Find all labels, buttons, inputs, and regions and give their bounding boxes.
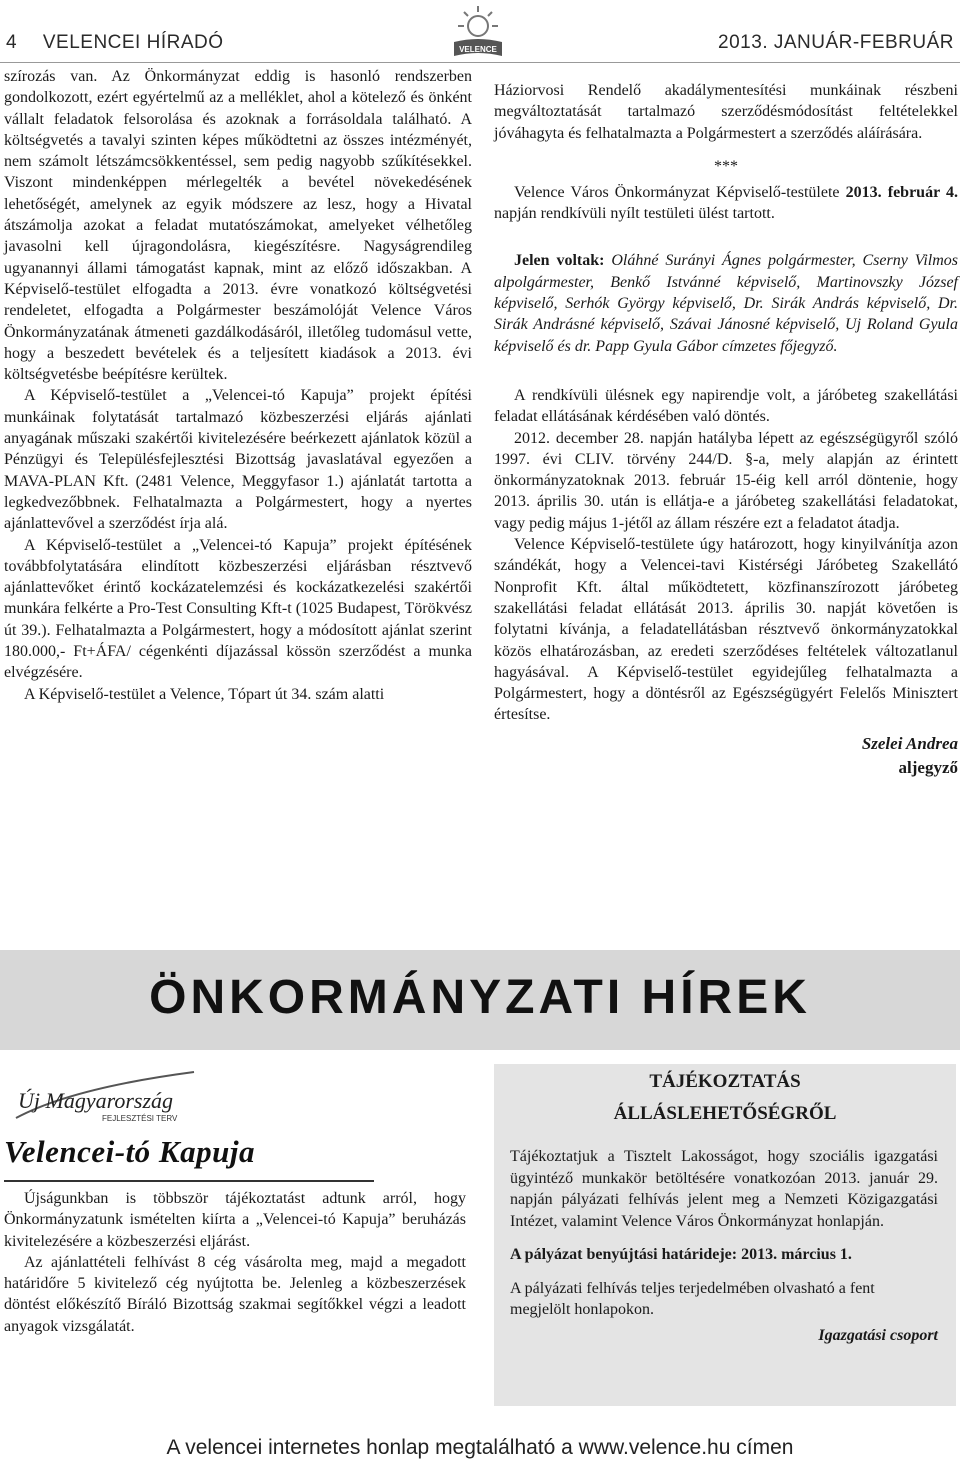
right-column (494, 80, 958, 780)
session-text: napján rendkívüli nyílt testületi ülést tartott. (494, 205, 775, 223)
page-header-left (6, 32, 224, 54)
logo-text: VELENCE (459, 45, 497, 54)
publication-name: VELENCEI HÍRADÓ (42, 32, 224, 53)
article-paragraph: szírozás van. Az Önkormányzat eddig is hasonló rendszerben gondolkozott, ezért egyértelmű az a melléklet, ahol a kötelező és önként vállalt feladatok felsorolása és azoknak a forrásoldala található. A költségvetés a tavalyi szinten képes működtetni az összes intézményét, nem számolt létszámcsökkentéssel, sem pedig nagyobb szűkítésekkel. Viszont mindenképpen mérlegelték a bevétel növekedésének lehetőségét, amelynek az egyik módszere az lesz, hogy a Hivatal átszámolja azokat a feladat mutatószámokat, amelyeket vélhetőleg javasolni kell újragondolásra, kiegészítésre. Nagyságrendileg ugyanannyi állami támogatást kapnak, mint az előző időszakban. A Képviselő-testület elfogadta a 2013. évre vonatkozó költségvetési rendeletet, elfogadta a Polgármester beszámolóját Velence Város Önkormányzatának átmeneti gazdálkodásáról, illetőleg tudomásul vette, hogy a beszedett bevételek és a teljesített kiadások a 2013. évi költségvetésbe beépítésre kerültek. (4, 68, 472, 384)
box-body (510, 1146, 938, 1346)
article-paragraph: Velence Képviselő-testülete úgy határozott, hogy kinyilvánítja azon szándékát, hogy a Velencei-tavi Kistérségi Járóbeteg Szakellátó Nonprofit Kft. által működtetett, közfinanszírozott járóbeteg szakellátási feladat ellátását 2013. április 30. napját követően is folytatni kívánja, a feladatellátásban résztvevő önkormányzatokkal közös elhatározásban, az eredeti szerződéses feltételek változatlanul hagyásával. A Képviselő-testület egyidejűleg felhatalmazta a Polgármestert, hogy a döntésről az Egészségügyért Felelős Minisztert értesítse. (494, 536, 958, 724)
article-paragraph: 2012. december 28. napján hatályba lépett az egészségügyről szóló 1997. évi CLIV. törvény 244/D. §-a, mely alapján az érintett önkormányzatoknak 2013. február 15-éig kell arról dönteniе, hogy 2013. április 30. után is ellátja-e a járóbeteg szakellátási feladatokat, vagy pedig május 1-jétől az állam részére ezt a feladatot átadja. (494, 429, 958, 532)
footer-text: A velencei internetes honlap megtalálható a www.velence.hu címen (166, 1436, 794, 1459)
signature (494, 732, 958, 780)
kapuja-heading: Velencei-tó Kapuja (4, 1134, 255, 1169)
banner-title: ÖNKORMÁNYZATI HÍREK (149, 971, 811, 1024)
session-announcement (494, 182, 958, 225)
heading-underline (4, 1180, 374, 1182)
box-title-line: ÁLLÁSLEHETŐSÉGRŐL (613, 1103, 837, 1124)
article-paragraph: A Képviselő-testület a „Velencei-tó Kapuja” projekt építésének továbbfolytatására elindított közbeszerzési eljárásban résztvevő ajánlattevőket érintő kockázatelemzési és kockázatkezelési szakértői munkára felkérte a Pro-Test Consulting Kft-t (1025 Budapest, Törökvész út 39.). Felhatalmazta a Polgármestert, hogy a módosított ajánlat szerint 180.000,- Ft+ÁFA/ cégenkénti díjazással kössön szerződést a munka elvégzésére. (4, 536, 472, 682)
signature-name: Szelei Andrea (861, 733, 958, 753)
article-paragraph: A Képviselő-testület a „Velencei-tó Kapuja” projekt építési munkáinak folytatását tartalmazó közbeszerzési eljárás ajánlati anyagának műszaki szakértői kivitelezésére beérkezett ajánlatok közül a Pénzügyi és Településfejlesztési Bizottság javaslatával egyezően a MAVA-PLAN Kft. (2481 Velence, Meggyfasor 1.) ajánlatát tartotta a legkedvezőbbnek. Felhatalmazta a Polgármestert, hogy a nyertes ajánlattevővel a szerződést írja alá. (4, 387, 472, 533)
article-paragraph: A Képviselő-testület a Velence, Tópart út 34. szám alatti (24, 685, 385, 703)
attendees (494, 250, 958, 356)
article-paragraph: Újságunkban is többször tájékoztatást adtunk arról, hogy Önkormányzatunk ismételten kiírta a „Velencei-tó Kapuja” beruházás kivitelezésére a közbeszerzési eljárást. (4, 1190, 466, 1250)
article-paragraph: Az ajánlattételi felhívást 8 cég vásárolta meg, majd a megadott határidőre 5 kivitelező cég nyújtotta be. Jelenleg a közbeszerzések döntést előkészítő Bíráló Bizottság szakmai segítőkkel végzi a leadott anyagok vizsgálatát. (4, 1253, 466, 1335)
box-title-line: TÁJÉKOZTATÁS (649, 1071, 801, 1092)
kapuja-article (4, 1188, 466, 1337)
box-signature: Igazgatási csoport (818, 1326, 938, 1344)
attendees-label: Jelen voltak: (514, 252, 605, 270)
left-column (4, 66, 472, 705)
attendees-names: Oláhné Surányi Ágnes polgármester, Cserny Vilmos alpolgármester, Benkő Istvánné képviselő, Martinovszky József képviselő, Serhók György képviselő, Dr. Sirák András képviselő, Dr. Sirák Andrásné képviselő, Szávai Jánosné képviselő, Uj Roland Gyula képviselő és dr. Papp Gyula Gábor címzetes főjegyző. (494, 252, 958, 355)
box-note: A pályázati felhívás teljes terjedelmében olvasható a fent megjelölt honlapokon. (510, 1279, 875, 1318)
section-banner (0, 950, 960, 1050)
uj-magyarorszag-logo (12, 1066, 197, 1131)
article-paragraph: Háziorvosi Rendelő akadálymentesítési munkáinak részbeni megváltoztatását tartalmazó szerződésmódosítást feltételekkel jóváhagyta és felhatalmazta a Polgármestert a szerződés aláírására. (494, 82, 958, 142)
session-text: Velence Város Önkormányzat Képviselő-testülete (514, 183, 846, 201)
logo-line1: Új Magyarország (18, 1088, 174, 1113)
header-divider (0, 62, 960, 63)
box-paragraph: Tájékoztatjuk a Tisztelt Lakosságot, hogy szociális igazgatási ügyintéző munkakör betöltésére vonatkozóan 2013. január 29. napján pályázati felhívás jelent meg a Nemzeti Közigazgatási Intézet, valamint Velence Város Önkormányzat honlapján. (510, 1148, 938, 1230)
signature-title: aljegyző (898, 757, 958, 777)
issue-date: 2013. JANUÁR-FEBRUÁR (718, 32, 954, 53)
section-separator: *** (714, 157, 738, 175)
velence-logo (448, 2, 508, 64)
session-date: 2013. február 4. (845, 183, 958, 201)
page-number: 4 (6, 32, 18, 53)
logo-line2: FEJLESZTÉSI TERV (102, 1114, 178, 1123)
article-paragraph: A rendkívüli ülésnek egy napirendje volt, a járóbeteg szakellátási feladat ellátásának kérdésében való döntés. (494, 386, 958, 426)
box-deadline: A pályázat benyújtási határideje: 2013. március 1. (510, 1246, 852, 1263)
box-title (494, 1066, 956, 1130)
job-info-box (494, 1064, 956, 1406)
